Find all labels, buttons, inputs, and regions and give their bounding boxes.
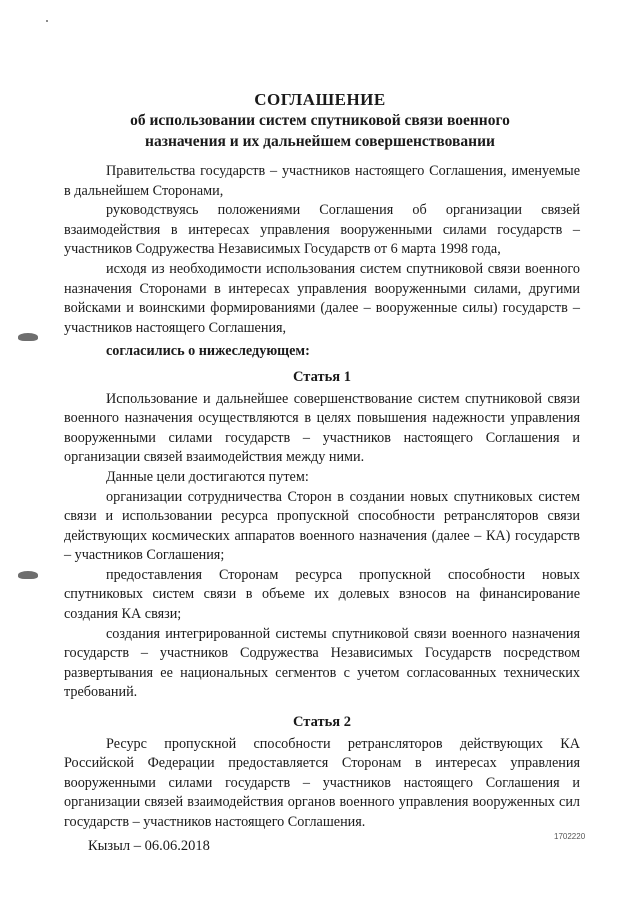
subtitle-line: назначения и их дальнейшем совершенствовании bbox=[145, 133, 495, 150]
preamble-paragraph: Правительства государств – участников настоящего Соглашения, именуемые в дальнейшем Сторонами, bbox=[64, 163, 580, 199]
document-subtitle bbox=[70, 110, 570, 152]
preamble-paragraph: руководствуясь положениями Соглашения об организации связей взаимодействия в интересах управления вооруженными силами государств – участников Содружества Независимых Государств от 6 марта 1998 года, bbox=[64, 202, 580, 258]
article-paragraph: Ресурс пропускной способности ретрансляторов действующих КА Российской Федерации предоставляется Сторонам в интересах управления вооруженными силами государств – участников настоящего Соглашения и организации связей взаимодействия органов военного управления вооруженных сил государств – участников настоящего Соглашения. bbox=[64, 735, 580, 830]
scan-speck bbox=[46, 20, 48, 22]
footer-city-date: Кызыл – 06.06.2018 bbox=[88, 838, 210, 854]
subtitle-line: об использовании систем спутниковой связи военного bbox=[130, 112, 510, 129]
article-heading: Статья 1 bbox=[293, 368, 351, 385]
document-body bbox=[64, 162, 580, 833]
article-heading: Статья 2 bbox=[293, 714, 351, 731]
article-paragraph: организации сотрудничества Сторон в создании новых спутниковых систем связи и использовании ресурса пропускной способности ретрансляторов связи действующих космических аппаратов военного назначения (далее – КА) государств – участников Соглашения; bbox=[64, 488, 580, 564]
document-title: СОГЛАШЕНИЕ bbox=[254, 90, 386, 109]
punch-hole-mark bbox=[18, 571, 38, 579]
article-paragraph: создания интегрированной системы спутниковой связи военного назначения государств – участников Содружества Независимых Государств посредством развертывания ее национальных сегментов с учетом согласованных технических требований. bbox=[64, 625, 580, 701]
footer-document-number: 1702220 bbox=[554, 832, 586, 841]
article-paragraph: Данные цели достигаются путем: bbox=[106, 468, 309, 485]
article-paragraph: Использование и дальнейшее совершенствование систем спутниковой связи военного назначения осуществляются в целях повышения надежности управления вооруженными силами государств – участников настоящего Соглашения и организации связей взаимодействия между ними. bbox=[64, 390, 580, 466]
agreed-line: согласились о нижеследующем: bbox=[106, 343, 310, 360]
preamble-paragraph: исходя из необходимости использования систем спутниковой связи военного назначения Сторонами в интересах управления вооруженными силами, другими войсками и воинскими формированиями (далее – вооруженные силы) государств – участников настоящего Соглашения, bbox=[64, 260, 580, 336]
article-paragraph: предоставления Сторонам ресурса пропускной способности новых спутниковых систем связи в объеме их долевых взносов на финансирование создания КА связи; bbox=[64, 566, 580, 623]
punch-hole-mark bbox=[18, 333, 38, 341]
